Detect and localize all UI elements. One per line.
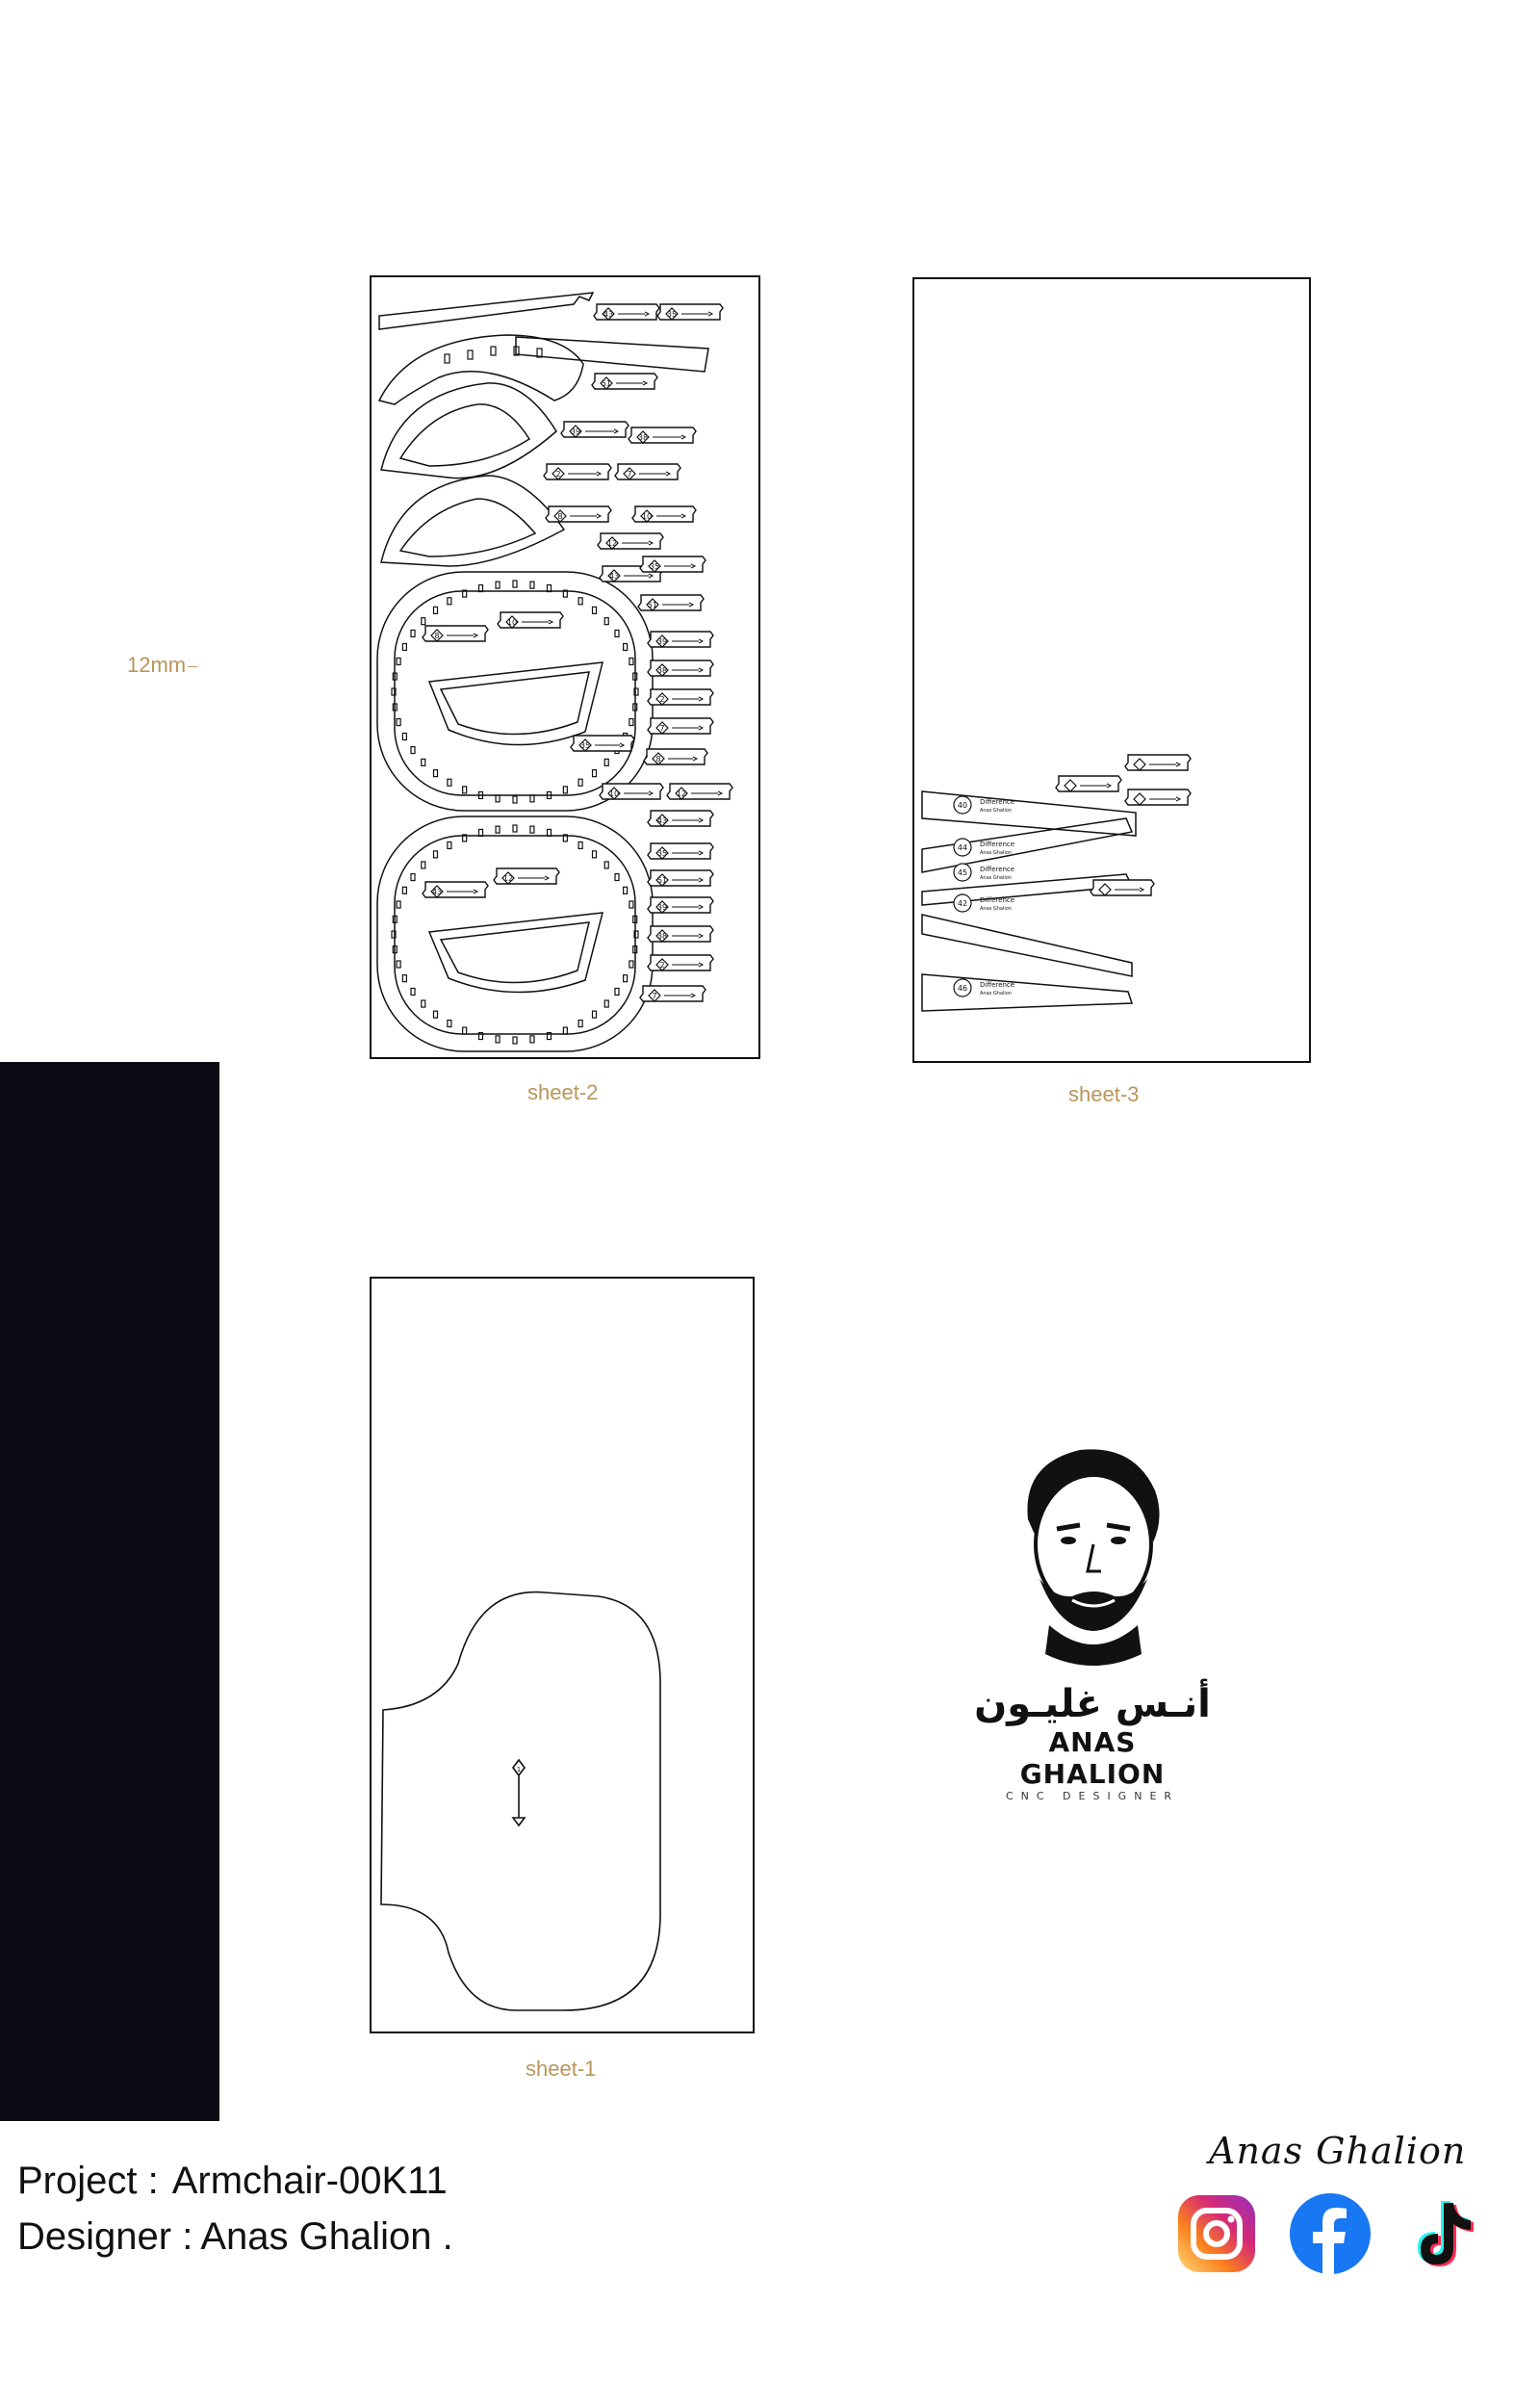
- part-number: 2: [659, 695, 665, 704]
- part-tag: [648, 926, 713, 942]
- slot: [402, 734, 406, 740]
- slot: [578, 841, 582, 848]
- back-panel-part: [381, 1592, 660, 2010]
- project-info: [17, 2153, 453, 2265]
- part-number: 39: [656, 637, 668, 646]
- slot: [530, 795, 534, 802]
- slot: [578, 598, 582, 605]
- slot: [397, 719, 400, 726]
- part-tag: [638, 595, 704, 610]
- part-tag: [657, 304, 723, 320]
- slot: [397, 901, 400, 908]
- part-tag: [498, 612, 563, 628]
- slot: [634, 931, 638, 938]
- part-tag: [600, 784, 663, 799]
- shell-part: [381, 383, 556, 479]
- slot: [411, 747, 415, 754]
- slot: [463, 1027, 467, 1034]
- part-number: 45: [957, 868, 968, 877]
- sheet-3-panel: [912, 277, 1311, 1063]
- slot: [629, 658, 633, 664]
- author-label: Anas Ghalion: [980, 906, 1012, 912]
- slot: [433, 851, 437, 858]
- slot: [496, 826, 500, 833]
- project-label: Project :: [17, 2160, 159, 2202]
- leg-label: [954, 839, 1014, 856]
- sheet-1-layout: [372, 1279, 753, 2032]
- part-tag: [648, 718, 713, 734]
- leg-part: [922, 915, 1132, 976]
- slot: [629, 901, 633, 908]
- slot: [448, 779, 451, 786]
- seat-part: [429, 662, 603, 745]
- thickness-label-12mm: 12mm: [127, 653, 197, 678]
- part-tag: [592, 374, 657, 389]
- part-tag: [648, 811, 713, 826]
- author-label: Anas Ghalion: [980, 850, 1012, 856]
- author-label: Anas Ghalion: [980, 875, 1012, 881]
- part-tag: [1125, 789, 1191, 805]
- leg-part: [922, 791, 1136, 836]
- part-number: 51: [601, 379, 612, 388]
- sheet-1-panel: [370, 1277, 755, 2033]
- part-number: 10: [506, 618, 518, 627]
- author-label: Anas Ghalion: [980, 808, 1012, 814]
- part-tag: [640, 986, 706, 1001]
- part-tag: [648, 632, 713, 647]
- part-number: 39: [570, 427, 581, 436]
- signature: Anas Ghalion: [1209, 2130, 1467, 2172]
- slot: [604, 618, 608, 625]
- part-tag: [1056, 776, 1121, 791]
- project-line: [17, 2153, 453, 2209]
- part-number: 2: [659, 961, 665, 970]
- slot: [624, 975, 628, 982]
- slot: [563, 787, 567, 793]
- part-number: 38: [656, 932, 668, 941]
- part-tag: [594, 304, 659, 320]
- part-number: 12: [502, 874, 514, 883]
- slot: [513, 796, 517, 803]
- part-tag: [648, 870, 713, 886]
- part-number: 12: [676, 789, 687, 798]
- slot: [433, 770, 437, 777]
- part-number: 42: [957, 899, 968, 908]
- leg-label: [954, 864, 1014, 881]
- part-number: 40: [957, 801, 968, 810]
- sheet-3-layout: [914, 279, 1309, 1061]
- seat-part: [441, 672, 589, 735]
- part-number: 44: [957, 843, 968, 852]
- part-number: 38: [637, 433, 649, 442]
- slot: [615, 874, 619, 881]
- slot: [629, 961, 633, 968]
- part-number: 35: [666, 310, 678, 319]
- slot: [402, 643, 406, 650]
- part-tag: [423, 882, 488, 897]
- part-number: 7: [659, 724, 665, 733]
- facebook-icon[interactable]: [1288, 2191, 1373, 2276]
- part-number: 12: [606, 539, 618, 548]
- slot: [402, 887, 406, 893]
- part-tag: [598, 533, 663, 549]
- slot: [445, 354, 449, 363]
- slot: [496, 1036, 500, 1043]
- slot: [604, 1000, 608, 1007]
- part-number: 8: [434, 632, 440, 640]
- sheet-2-panel: [370, 275, 760, 1059]
- shell-part: [400, 499, 535, 556]
- slot: [422, 618, 425, 625]
- part-tag: [629, 427, 696, 443]
- slot: [563, 1027, 567, 1034]
- slot: [463, 787, 467, 793]
- portrait-illustration: [972, 1436, 1213, 1677]
- part-number: 38: [656, 666, 668, 675]
- part-tag: [640, 556, 706, 572]
- slot: [513, 581, 517, 587]
- part-tag: [644, 749, 707, 764]
- slot: [411, 630, 415, 636]
- sheet-2-layout: [372, 277, 758, 1057]
- logo-subtitle: CNC DESIGNER: [1005, 1790, 1180, 1802]
- slot: [615, 988, 619, 995]
- part-number: 8: [557, 512, 563, 521]
- part-number: 43: [608, 572, 620, 581]
- part-number: 10: [608, 789, 620, 798]
- part-number-1: 1: [516, 1766, 522, 1773]
- slot: [513, 825, 517, 832]
- slot: [578, 779, 582, 786]
- slot: [593, 1011, 597, 1018]
- slot: [624, 643, 628, 650]
- part-tag: [423, 626, 488, 641]
- sheet-3-label: sheet-3: [1068, 1082, 1140, 1106]
- slot: [530, 1036, 534, 1043]
- part-number: 43: [431, 888, 443, 896]
- part-tag: [667, 784, 732, 799]
- author-label: Anas Ghalion: [980, 991, 1012, 996]
- slot: [513, 1037, 517, 1044]
- part-tag: [615, 464, 680, 479]
- part-number: 43: [656, 816, 668, 825]
- part-tag: [571, 736, 634, 751]
- part-tag: [546, 506, 611, 522]
- slot: [530, 826, 534, 833]
- slot: [593, 851, 597, 858]
- part-tag: [648, 897, 713, 913]
- slot: [629, 719, 633, 726]
- logo-name-arabic: أنـس غليـون: [974, 1682, 1211, 1726]
- part-number: 51: [647, 601, 658, 609]
- arc-part: [379, 335, 583, 404]
- part-tag: [1125, 755, 1191, 770]
- sheet-1-label: sheet-1: [526, 2057, 597, 2081]
- part-tag: [648, 955, 713, 971]
- part-number: 8: [655, 755, 661, 763]
- slot: [615, 630, 619, 636]
- part-number: 35: [649, 562, 660, 571]
- slot: [624, 887, 628, 893]
- slot: [496, 582, 500, 588]
- designer-label: Designer :: [17, 2215, 193, 2258]
- part-number: 43: [603, 310, 614, 319]
- strip-part: [516, 337, 708, 372]
- slot: [530, 582, 534, 588]
- dark-panel: [0, 1062, 219, 2121]
- part-number: 10: [641, 512, 653, 521]
- slot: [411, 988, 415, 995]
- part-tag: [648, 660, 713, 676]
- project-name: Armchair-00K11: [171, 2160, 448, 2202]
- slot: [593, 607, 597, 613]
- part-tag: [1091, 880, 1154, 895]
- slot: [593, 770, 597, 777]
- part-number: 35: [579, 741, 591, 750]
- part-tag-1: [513, 1760, 525, 1825]
- part-tag: [648, 843, 713, 859]
- sheet-2-label: sheet-2: [527, 1080, 599, 1104]
- slot: [448, 598, 451, 605]
- leg-label: [954, 796, 1014, 814]
- part-number: 39: [656, 903, 668, 912]
- slot: [448, 841, 451, 848]
- part-tag: [648, 689, 713, 705]
- seat-part: [441, 922, 589, 983]
- slot: [433, 1011, 437, 1018]
- part-number: 51: [656, 876, 668, 885]
- part-number: 7: [652, 992, 657, 1000]
- strip-part: [379, 293, 593, 329]
- slot: [604, 862, 608, 868]
- logo-name-english: ANAS GHALION: [1019, 1726, 1166, 1790]
- designer-logo: [972, 1436, 1213, 1802]
- slot: [448, 1021, 451, 1027]
- part-tag: [632, 506, 696, 522]
- slot: [397, 961, 400, 968]
- part-tag: [561, 422, 629, 437]
- shell-part: [400, 404, 529, 466]
- slot: [422, 862, 425, 868]
- seat-part: [429, 913, 603, 993]
- slot: [604, 759, 608, 765]
- slot: [397, 658, 400, 664]
- leg-label: [954, 894, 1014, 912]
- slot: [422, 1000, 425, 1007]
- part-tag: [494, 868, 559, 884]
- slot: [578, 1021, 582, 1027]
- slot: [634, 688, 638, 695]
- difference-label: Difference: [980, 896, 1015, 904]
- slot: [496, 795, 500, 802]
- difference-label: Difference: [980, 841, 1015, 848]
- tiktok-icon[interactable]: [1401, 2191, 1486, 2276]
- leg-label: [954, 979, 1014, 996]
- part-number: 35: [656, 849, 668, 858]
- difference-label: Difference: [980, 866, 1015, 873]
- difference-label: Difference: [980, 981, 1015, 989]
- instagram-icon[interactable]: [1174, 2191, 1259, 2276]
- slot: [411, 874, 415, 881]
- designer-name: Anas Ghalion .: [200, 2215, 453, 2258]
- slot: [468, 350, 473, 359]
- slot: [422, 759, 425, 765]
- slot: [402, 975, 406, 982]
- part-number: 46: [957, 984, 968, 993]
- slot: [433, 607, 437, 613]
- part-number: 7: [627, 470, 632, 479]
- part-number: 2: [555, 470, 561, 479]
- difference-label: Difference: [980, 798, 1015, 806]
- designer-line: [17, 2209, 453, 2265]
- leg-part: [922, 974, 1132, 1011]
- slot: [491, 347, 496, 355]
- part-tag: [544, 464, 611, 479]
